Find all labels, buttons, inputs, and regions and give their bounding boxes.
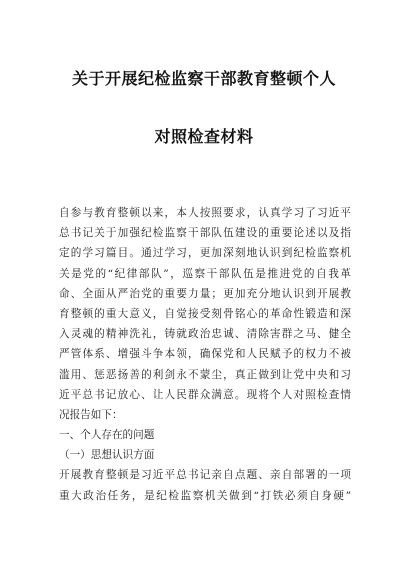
- body-line: 滥用、惩恶扬善的利剑永不蒙尘，真正做到让党中央和习: [59, 368, 351, 381]
- body-line: 育整顿的重大意义，自觉接受刻骨铭心的革命性锻造和深: [59, 307, 351, 320]
- body-line: 开展教育整顿是习近平总书记亲自点题、亲自部署的一项: [59, 469, 351, 482]
- document-title-line-2: 对照检查材料: [154, 127, 254, 146]
- body-line: 入灵魂的精神洗礼，铸就政治忠诚、清除害群之马、健全: [59, 328, 351, 341]
- body-line: 关是党的“纪律部队”，巡察干部队伍是推进党的自我革: [59, 267, 351, 280]
- section-heading: 一、个人存在的问题: [59, 429, 155, 442]
- body-line: 命、全面从严治党的重要力量；更加充分地认识到开展教: [59, 287, 351, 300]
- body-line: 近平总书记放心、让人民群众满意。现将个人对照检查情: [59, 388, 351, 401]
- subsection-heading: （一）思想认识方面: [59, 449, 155, 462]
- body-line: 严管体系、增强斗争本领，确保党和人民赋予的权力不被: [59, 348, 351, 361]
- body-line: 总书记关于加强纪检监察干部队伍建设的重要论述以及指: [59, 227, 351, 240]
- document-body: [59, 203, 351, 506]
- body-line: 定的学习篇目。通过学习，更加深刻地认识到纪检监察机: [59, 247, 351, 260]
- body-line-last: 况报告如下：: [59, 408, 123, 421]
- body-line: 重大政治任务，是纪检监察机关做到“打铁必须自身硬”: [59, 489, 351, 502]
- document-title-line-1: 关于开展纪检监察干部教育整顿个人: [71, 69, 336, 88]
- body-line: 自参与教育整顿以来，本人按照要求，认真学习了习近平: [59, 207, 351, 219]
